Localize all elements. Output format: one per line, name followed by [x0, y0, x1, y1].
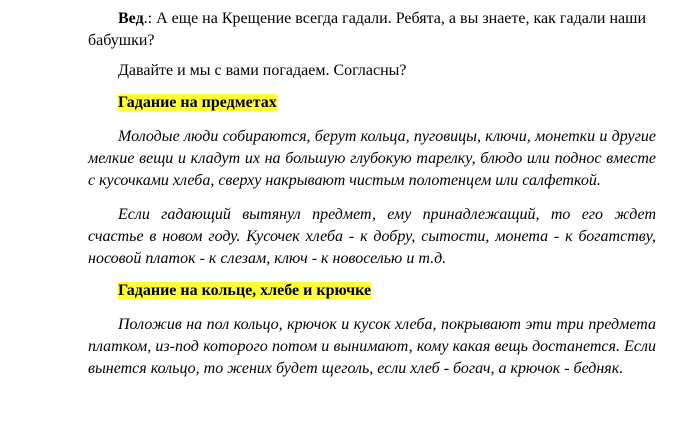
section-1-paragraph-1: Молодые люди собираются, берут кольца, пуговицы, ключи, монетки и другие мелкие вещи и кладут их на большую глубокую тарелку, блюдо или поднос вместе с кусочками хлеба, сверху накрывают чистым полотенцем или салфеткой. [88, 128, 656, 189]
intro-line-2: Давайте и мы с вами погадаем. Согласны? [118, 62, 407, 79]
section-1-heading [88, 92, 656, 114]
document-page [88, 8, 656, 380]
section-2-heading [88, 280, 656, 302]
speaker-label: Вед [118, 10, 144, 27]
intro-line-1 [88, 8, 656, 52]
section-2-paragraph-1: Положив на пол кольцо, крючок и кусок хлеба, покрывают эти три предмета платком, из-под которого потом и вынимают, кому какая вещь достанется. Если вынется кольцо, то жених будет щеголь, если хлеб - богач, а крючок - бедняк. [88, 316, 656, 377]
section-1-paragraph-2: Если гадающий вытянул предмет, ему принадлежащий, то его ждет счастье в новом году. Кусочек хлеба - к добру, сытости, монета - к богатству, носовой платок - к слезам, ключ - к новоселью и т.д. [88, 206, 656, 267]
section-2-heading-text: Гадание на кольце, хлебе и крючке [118, 282, 372, 299]
section-1-heading-text: Гадание на предметах [118, 94, 277, 111]
intro-line-1-text: .: А еще на Крещение всегда гадали. Ребята, а вы знаете, как гадали наши бабушки? [88, 10, 647, 49]
